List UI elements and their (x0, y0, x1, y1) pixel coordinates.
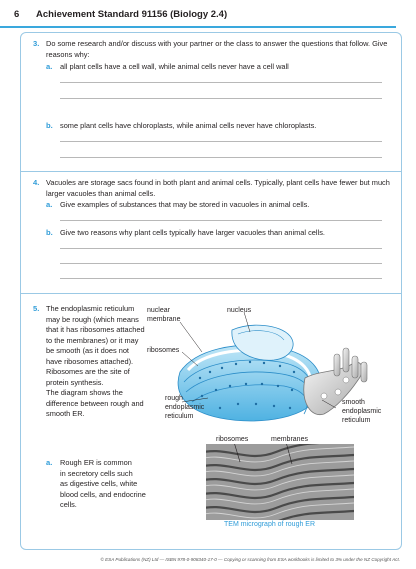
q3b-letter: b. (46, 121, 53, 130)
q3-intro-line2: reasons why: (46, 50, 90, 59)
label-micrograph-membranes: membranes (271, 436, 308, 443)
q4-intro-line2: larger vacuoles than animal cells. (46, 189, 156, 198)
label-micrograph-ribosomes: ribosomes (216, 436, 249, 443)
label-smooth-er: smooth endoplasmic reticulum (342, 399, 382, 424)
header-rule (0, 26, 396, 28)
q4b-text: Give two reasons why plant cells typically have larger vacuoles than animal cells. (60, 228, 325, 237)
section-divider (20, 293, 402, 294)
q3a-text: all plant cells have a cell wall, while animal cells never have a cell wall (60, 62, 289, 71)
micrograph-caption: TEM micrograph of rough ER (224, 521, 316, 528)
page-number: 6 (14, 9, 20, 20)
answer-line[interactable] (60, 82, 382, 83)
answer-line[interactable] (60, 98, 382, 99)
label-rough-er: rough endoplasmic reticulum (165, 395, 205, 420)
q4b-letter: b. (46, 228, 53, 237)
q4a-text: Give examples of substances that may be stored in vacuoles in animal cells. (60, 200, 310, 209)
label-nuclear-membrane: nuclear membrane (147, 307, 181, 323)
q3-intro-line1: Do some research and/or discuss with your partner or the class to answer the questions that follow. Give (46, 39, 388, 48)
q3b-text: some plant cells have chloroplasts, while animal cells never have chloroplasts. (60, 121, 317, 130)
q5a-text: Rough ER is common in secretory cells such as digestive cells, white blood cells, and endocrine cells. (60, 458, 146, 509)
answer-line[interactable] (60, 278, 382, 279)
q3a-letter: a. (46, 62, 53, 71)
answer-line[interactable] (60, 220, 382, 221)
q3-number: 3. (33, 39, 40, 48)
section-divider (20, 171, 402, 172)
q5-text: The endoplasmic reticulum may be rough (which means that it has ribosomes attached to the membranes) or it may be smooth (as it does not have ribosomes attached). Ribosomes are the site of protein synthesis. The diagram shows the difference between rough and smooth ER. (46, 304, 145, 418)
answer-line[interactable] (60, 141, 382, 142)
page-title: Achievement Standard 91156 (Biology 2.4) (36, 9, 228, 20)
page-header (0, 0, 416, 30)
copyright-footer: © ESA Publications (NZ) Ltd — ISBN 978-0-908340-17-0 — Copying or scanning from ESA workbooks is limited to 3% under the NZ Copyright Act. (100, 557, 400, 562)
q4-intro-line1: Vacuoles are storage sacs found in both plant and animal cells. Typically, plant cells have fewer but much (46, 178, 390, 187)
tem-micrograph (206, 444, 354, 520)
q4-number: 4. (33, 178, 40, 187)
label-ribosomes: ribosomes (147, 347, 180, 354)
answer-line[interactable] (60, 248, 382, 249)
q4a-letter: a. (46, 200, 53, 209)
label-nucleus: nucleus (227, 307, 252, 314)
answer-line[interactable] (60, 157, 382, 158)
answer-line[interactable] (60, 263, 382, 264)
q5a-letter: a. (46, 458, 53, 467)
q5-number: 5. (33, 304, 40, 313)
